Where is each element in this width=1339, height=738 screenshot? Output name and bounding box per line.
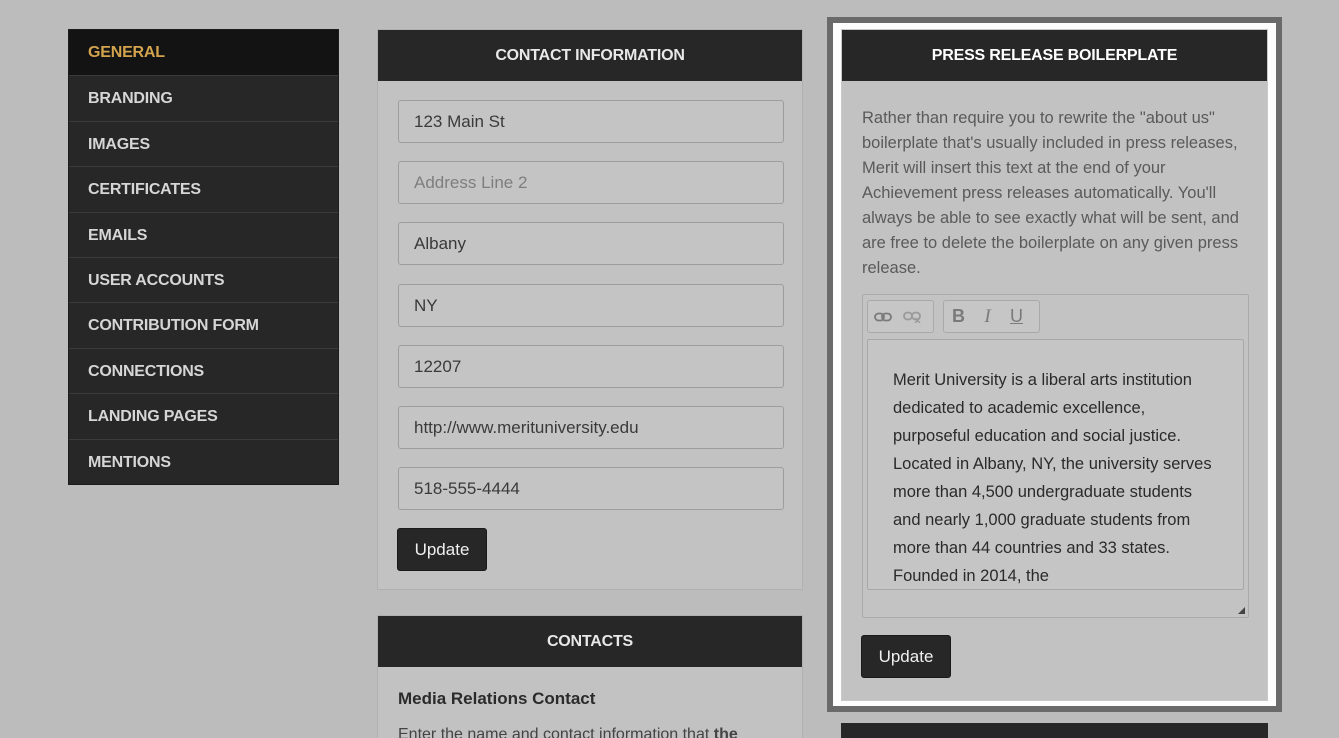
underline-button[interactable]: U: [1010, 306, 1023, 326]
address-line-2-input[interactable]: [398, 161, 784, 204]
bold-button[interactable]: B: [952, 306, 965, 326]
media-relations-description: Enter the name and contact information that the: [398, 726, 738, 738]
sidebar-item-general[interactable]: GENERAL: [69, 30, 338, 75]
sidebar-item-user-accounts[interactable]: USER ACCOUNTS: [69, 257, 338, 302]
unlink-icon[interactable]: [897, 301, 926, 332]
contact-update-button[interactable]: Update: [397, 528, 487, 571]
press-release-title: PRESS RELEASE BOILERPLATE: [842, 30, 1267, 81]
link-icon[interactable]: [868, 301, 897, 332]
link-toolbar-group: [867, 300, 934, 333]
sidebar-item-images[interactable]: IMAGES: [69, 121, 338, 166]
format-toolbar-group: [943, 300, 1040, 333]
contacts-title: CONTACTS: [378, 616, 802, 667]
media-relations-heading: Media Relations Contact: [398, 689, 596, 708]
next-card-header: [841, 723, 1268, 738]
contact-information-card: [377, 29, 803, 590]
press-release-description: Rather than require you to rewrite the "about us" boilerplate that's usually included in press releases, Merit will insert this text at the end of your Achievement press releases automatically. You'll always be able to see exactly what will be sent, and are free to delete the boilerplate on any given press release.: [862, 109, 1239, 277]
phone-input[interactable]: [398, 467, 784, 510]
sidebar-item-contribution-form[interactable]: CONTRIBUTION FORM: [69, 302, 338, 347]
state-input[interactable]: [398, 284, 784, 327]
address-line-1-input[interactable]: [398, 100, 784, 143]
italic-button[interactable]: I: [984, 305, 991, 327]
resize-handle-icon[interactable]: [1238, 607, 1245, 614]
press-release-boilerplate-card: [841, 29, 1268, 701]
sidebar-item-mentions[interactable]: MENTIONS: [69, 439, 338, 484]
press-release-highlight-frame: [827, 17, 1282, 712]
boilerplate-update-button[interactable]: Update: [861, 635, 951, 678]
city-input[interactable]: [398, 222, 784, 265]
sidebar-item-certificates[interactable]: CERTIFICATES: [69, 166, 338, 211]
sidebar-item-emails[interactable]: EMAILS: [69, 212, 338, 257]
sidebar-item-landing-pages[interactable]: LANDING PAGES: [69, 393, 338, 438]
boilerplate-editor: [862, 294, 1249, 618]
sidebar-item-connections[interactable]: CONNECTIONS: [69, 348, 338, 393]
sidebar-item-branding[interactable]: BRANDING: [69, 75, 338, 120]
contact-information-title: CONTACT INFORMATION: [378, 30, 802, 81]
settings-sidebar: [68, 29, 339, 485]
website-input[interactable]: [398, 406, 784, 449]
contacts-card: [377, 615, 803, 738]
boilerplate-text-area[interactable]: Merit University is a liberal arts institution dedicated to academic excellence, purposeful education and social justice. Located in Albany, NY, the university serves more than 4,500 undergraduate students and nearly 1,000 graduate students from more than 44 countries and 33 states. Founded in 2014, the: [867, 339, 1244, 590]
zip-input[interactable]: [398, 345, 784, 388]
